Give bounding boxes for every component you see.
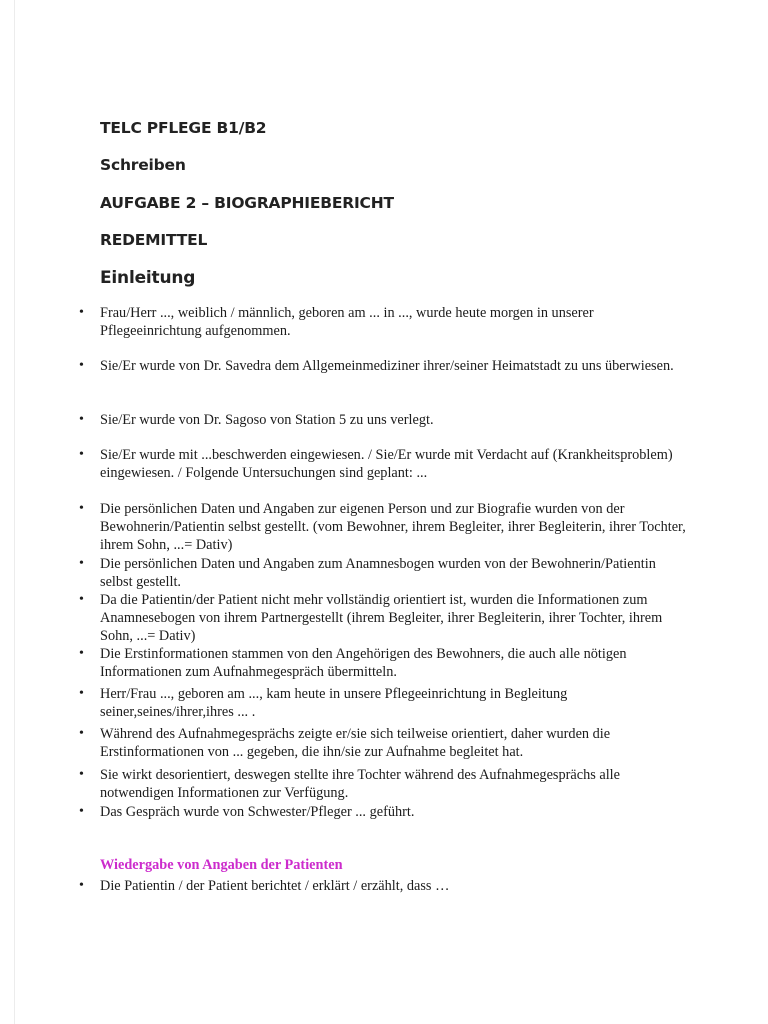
list-item: [79, 877, 690, 895]
list-item-text: Sie/Er wurde mit ...beschwerden eingewiesen. / Sie/Er wurde mit Verdacht auf (Krankheitsproblem) eingewiesen. / Folgende Untersuchungen sind geplant: ...: [100, 447, 673, 481]
page-edge: [14, 0, 15, 1024]
list-item-text: Die Erstinformationen stammen von den Angehörigen des Bewohners, die auch alle nötigen Informationen zum Aufnahmegespräch übermitteln.: [100, 646, 627, 680]
bullet-icon: •: [79, 686, 84, 701]
list-item-text: Frau/Herr ..., weiblich / männlich, geboren am ... in ..., wurde heute morgen in unserer Pflegeeinrichtung aufgenommen.: [100, 305, 594, 339]
list-item: [79, 500, 690, 554]
bullet-icon: •: [79, 305, 84, 320]
bullet-icon: •: [79, 412, 84, 427]
bullet-icon: •: [79, 556, 84, 571]
list-item: [79, 685, 690, 721]
list-item: [79, 766, 690, 802]
list-item: [79, 555, 690, 591]
bullet-icon: •: [79, 358, 84, 373]
heading-aufgabe: AUFGABE 2 – BIOGRAPHIEBERICHT: [100, 194, 394, 212]
bullet-icon: •: [79, 646, 84, 661]
doc-title: TELC PFLEGE B1/B2: [100, 119, 267, 137]
heading-redemittel: REDEMITTEL: [100, 231, 208, 249]
heading-einleitung: Einleitung: [100, 268, 196, 288]
list-item-text: Das Gespräch wurde von Schwester/Pfleger ... geführt.: [100, 804, 415, 820]
list-item-text: Die persönlichen Daten und Angaben zum Anamnesbogen wurden von der Bewohnerin/Patientin selbst gestellt.: [100, 556, 656, 590]
bullet-icon: •: [79, 447, 84, 462]
bullet-icon: •: [79, 726, 84, 741]
bullet-icon: •: [79, 501, 84, 516]
list-item-text: Während des Aufnahmegesprächs zeigte er/sie sich teilweise orientiert, daher wurden die Erstinformationen von ... gegeben, die ihn/sie zur Aufnahme begleitet hat.: [100, 726, 611, 760]
heading-schreiben: Schreiben: [100, 156, 186, 174]
list-item: [79, 591, 690, 645]
list-item-text: Herr/Frau ..., geboren am ..., kam heute in unsere Pflegeeinrichtung in Begleitung seiner,seines/ihrer,ihres ... .: [100, 686, 568, 720]
list-item: [79, 357, 690, 375]
bullet-icon: •: [79, 878, 84, 893]
bullet-icon: •: [79, 767, 84, 782]
list-item-text: Die persönlichen Daten und Angaben zur eigenen Person und zur Biografie wurden von der Bewohnerin/Patientin selbst gestellt. (vom Bewohner, ihrem Begleiter, ihrer Begleiterin, ihrer Tochter, ihrem Sohn, ...= Dativ): [100, 501, 686, 553]
list-item-text: Sie wirkt desorientiert, deswegen stellte ihre Tochter während des Aufnahmegesprächs alle notwendigen Informationen zur Verfügung.: [100, 767, 620, 801]
list-item-text: Sie/Er wurde von Dr. Savedra dem Allgemeinmediziner ihrer/seiner Heimatstadt zu uns überwiesen.: [100, 358, 674, 374]
list-item: [79, 304, 690, 340]
bullet-icon: •: [79, 592, 84, 607]
list-item: [79, 645, 690, 681]
list-item: [79, 803, 690, 821]
bullet-icon: •: [79, 804, 84, 819]
list-item-text: Sie/Er wurde von Dr. Sagoso von Station 5 zu uns verlegt.: [100, 412, 434, 428]
list-item-text: Die Patientin / der Patient berichtet / erklärt / erzählt, dass …: [100, 878, 450, 894]
list-item: [79, 411, 690, 429]
list-item: [79, 725, 690, 761]
list-item: [79, 446, 690, 482]
section-title-wiedergabe: Wiedergabe von Angaben der Patienten: [100, 857, 343, 873]
list-item-text: Da die Patientin/der Patient nicht mehr vollständig orientiert ist, wurden die Informationen zum Anamnesebogen von ihrem Partnergestellt (ihrem Begleiter, ihrer Begleiterin, ihrer Tochter, ihrem Sohn, ...= Dativ): [100, 592, 663, 644]
